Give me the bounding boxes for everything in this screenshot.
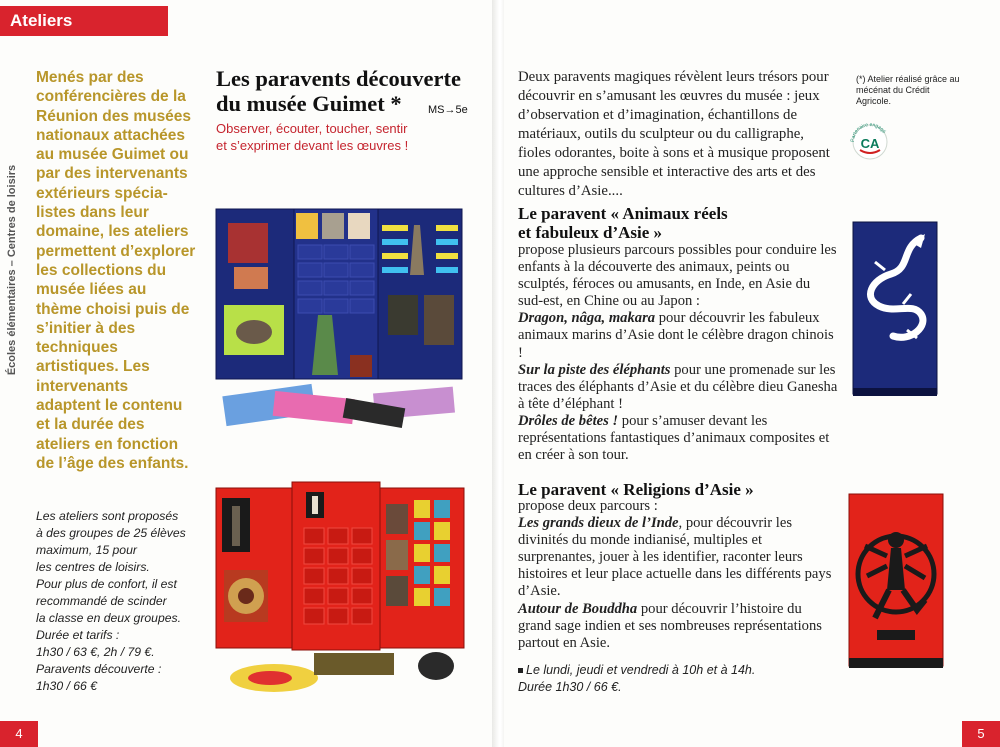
section-tab: Ateliers (0, 6, 168, 36)
section-animals-item (518, 310, 838, 361)
section-animals-intro: propose plusieurs parcours possibles pour conduire les enfants à la découverte des animaux, peints ou sculptés, féroces ou amusants, en Inde, en Asie du sud-est, en Chine ou au Japon : (518, 242, 837, 310)
item-title: Autour de Bouddha (518, 600, 638, 617)
item-text: , pour découvrir les divinités du monde indianisé, multiples et surprenantes, jouer à les identifier, raconter leurs histoires et leur place actuelle dans les différents pays d’Asie. (518, 515, 832, 600)
blue-cabinet-photo (214, 205, 466, 433)
section-animals-title-line2: et fabuleux d’Asie » (518, 223, 663, 242)
schedule-line2: Durée 1h30 / 66 €. (518, 680, 622, 694)
right-page (504, 0, 1000, 747)
item-title: Les grands dieux de l’Inde (518, 515, 679, 532)
red-cabinet-photo (214, 478, 470, 704)
vertical-section-title: Écoles élémentaires – Centres de loisirs (6, 164, 18, 376)
item-text: pour découvrir les fabuleux animaux marins d’Asie dont le célèbre dragon chinois ! (518, 310, 834, 361)
item-text: pour une promenade sur les traces des éléphants d’Asie et du célèbre dieu Ganesha à tête d’éléphant ! (518, 361, 838, 412)
section-religions-title: Le paravent « Religions d’Asie » (518, 480, 754, 499)
section-religions-item (518, 601, 838, 652)
blue-dragon-paravent (851, 218, 939, 400)
item-title: Dragon, nâga, makara (518, 310, 656, 327)
item-title: Drôles de bêtes ! (518, 412, 619, 429)
page-number-left: 4 (0, 721, 38, 747)
item-title: Sur la piste des éléphants (518, 361, 671, 378)
section-religions-body (518, 498, 838, 652)
svg-text:CA: CA (860, 136, 880, 151)
item-text: pour s’amuser devant les représentations fantastiques d’animaux composites et en créer à son tour. (518, 412, 830, 464)
left-page (0, 0, 496, 747)
page-title-line2: du musée Guimet * (216, 91, 402, 116)
subtitle-line1: Observer, écouter, toucher, sentir (216, 121, 408, 136)
section-animals-body (518, 242, 838, 464)
bullet-icon (518, 668, 523, 673)
page-subtitle (216, 120, 466, 154)
workshop-note: Les ateliers sont proposés à des groupes de 25 élèves maximum, 15 pour les centres de loisirs. Pour plus de confort, il est recommandé de scinder la classe en deux groupes. Durée et tarifs : 1h30 / 63 €, 2h / 79 €. Paravents découverte : 1h30 / 66 € (36, 509, 186, 693)
section-religions-intro: propose deux parcours : (518, 498, 658, 514)
section-animals-title (518, 204, 818, 242)
page-number-right: 5 (962, 721, 1000, 747)
item-text: pour découvrir l’histoire du grand sage indien et ses nombreuses représentations partout en Asie. (518, 600, 822, 651)
section-religions-item (518, 515, 838, 600)
intro-text: Menés par des conférencières de la Réunion des musées nationaux attachées au musée Guimet ou par des intervenants extérieurs spécia-listes dans leur domaine, les ateliers permettent d’explorer les collections du musée liées au thème choisi puis de s’initier à des techniques artistiques. Les intervenants adaptent le contenu et la durée des ateliers en fonction de l’âge des enfants. (36, 69, 196, 472)
section-animals-title-line1: Le paravent « Animaux réels (518, 204, 728, 223)
section-animals-item (518, 362, 838, 413)
credit-agricole-logo-icon (844, 120, 896, 164)
subtitle-line2: et s’exprimer devant les œuvres ! (216, 138, 409, 153)
section-animals-item (518, 413, 838, 464)
right-intro-text: Deux paravents magiques révèlent leurs trésors pour découvrir en s’amusant les œuvres du musée : jeux d’observation et d’imagination, échantillons de matériaux, outils du sculpteur ou du calligraphe, fioles odorantes, boite à sons et à musique proposent une approche sensible et interactive des arts et des cultures d’Asie.... (518, 69, 830, 199)
level-badge: MS→5e (428, 104, 468, 116)
red-shiva-paravent (847, 490, 945, 672)
page-title-line1: Les paravents découverte (216, 66, 461, 91)
sponsor-note: (*) Atelier réalisé grâce au mécénat du Crédit Agricole. (856, 74, 960, 106)
schedule-days: Le lundi, jeudi et vendredi à 10h et à 14h. (526, 663, 756, 677)
schedule-info (518, 662, 818, 696)
schedule-line1 (518, 662, 818, 679)
svg-text:Partenaire engagé: Partenaire engagé (849, 121, 887, 143)
